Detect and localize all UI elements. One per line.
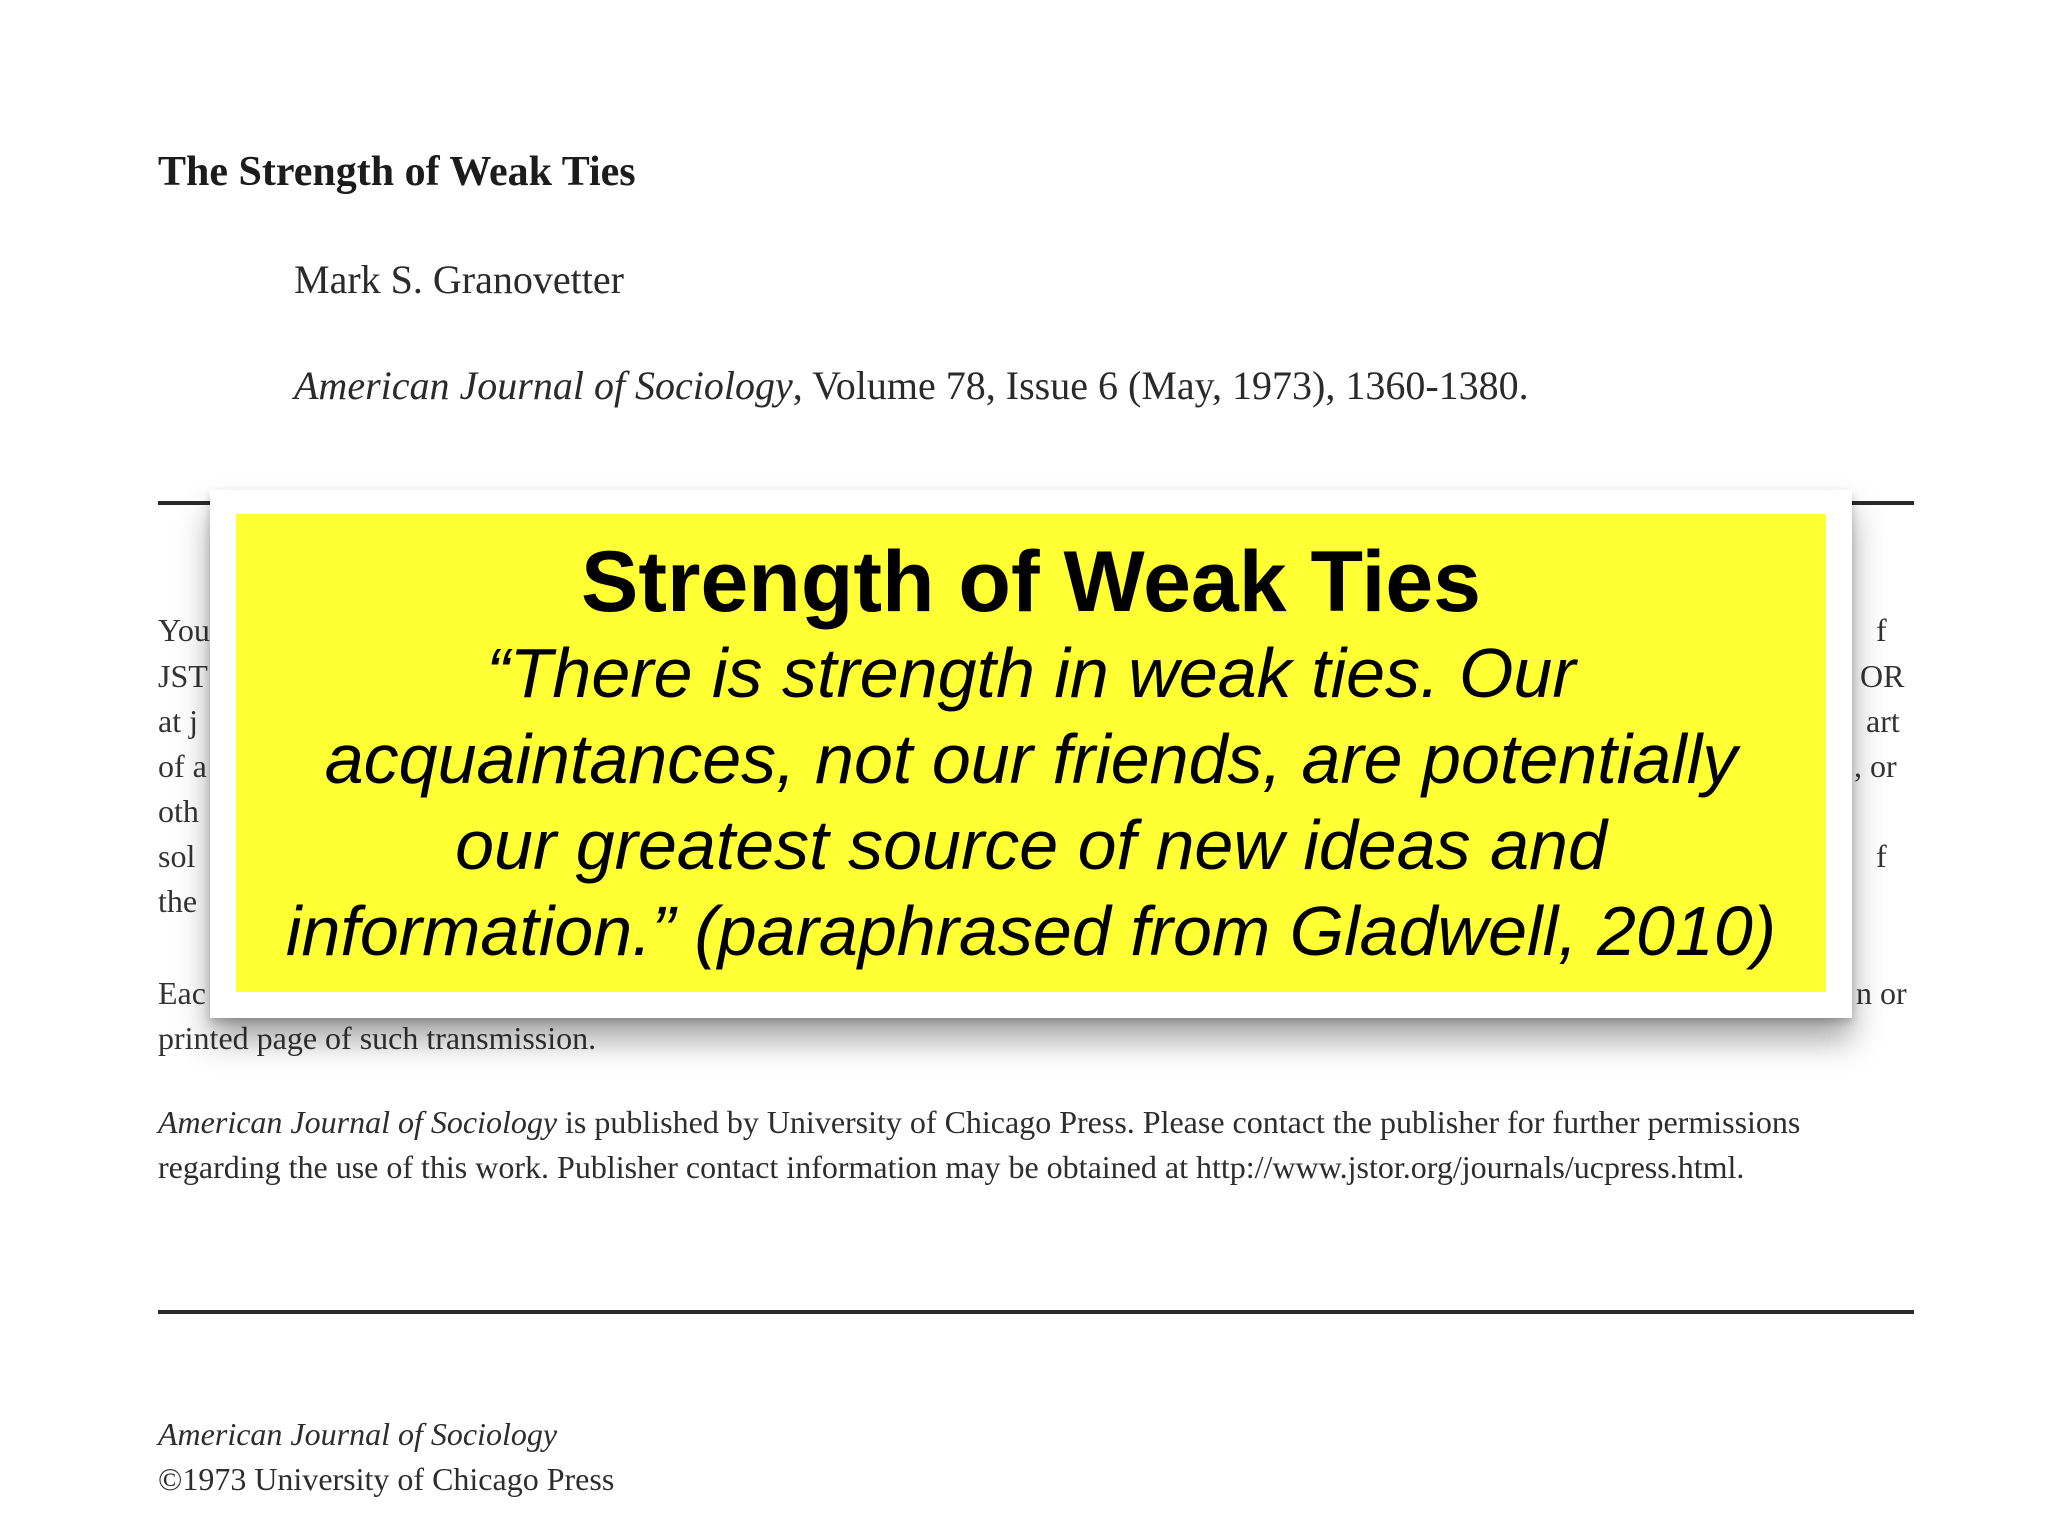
terms-fragment: n or [1856,975,1907,1011]
terms-fragment: Eac [158,975,206,1011]
terms-fragment: OR [1860,658,1905,694]
terms-fragment: , or [1854,748,1897,784]
bottom-divider [158,1310,1914,1314]
terms-fragment: art [1866,703,1900,739]
footer-journal: American Journal of Sociology [158,1416,558,1452]
article-author: Mark S. Granovetter [294,257,624,302]
callout-box [236,514,1826,992]
publisher-text: is published by University of Chicago Press. Please contact the publisher for further permissions regarding the use of this work. Publisher contact information may be obtained at http://www.jstor.org/journals/ucpress.html. [158,1104,1801,1185]
callout-quote-line: our greatest source of new ideas and [455,806,1607,884]
terms-fragment: You [158,612,210,648]
terms-fragment: printed page of such transmission. [158,1020,597,1056]
terms-fragment: the [158,883,198,919]
terms-fragment: JST [158,658,208,694]
terms-fragment: f [1876,838,1887,874]
citation-details: , Volume 78, Issue 6 (May, 1973), 1360-1380. [792,363,1529,408]
footer-copyright: ©1973 University of Chicago Press [158,1461,615,1497]
footer [158,1412,614,1502]
terms-fragment: of a [158,748,207,784]
callout-quote-line: acquaintances, not our friends, are potentially [324,720,1738,798]
terms-fragment: at j [158,703,198,739]
callout-quote-line: “There is strength in weak ties. Our [486,634,1576,712]
article-title: The Strength of Weak Ties [158,149,636,195]
terms-fragment: sol [158,838,196,874]
callout-quote [236,630,1826,974]
publisher-journal: American Journal of Sociology [158,1104,558,1140]
callout-quote-line: information.” (paraphrased from Gladwell, 2010) [285,892,1777,970]
callout-title: Strength of Weak Ties [580,534,1482,630]
terms-fragment: f [1876,612,1887,648]
publisher-notice [158,1100,1918,1190]
terms-fragment: oth [158,793,199,829]
article-citation [294,362,1529,409]
citation-journal: American Journal of Sociology [294,363,793,408]
